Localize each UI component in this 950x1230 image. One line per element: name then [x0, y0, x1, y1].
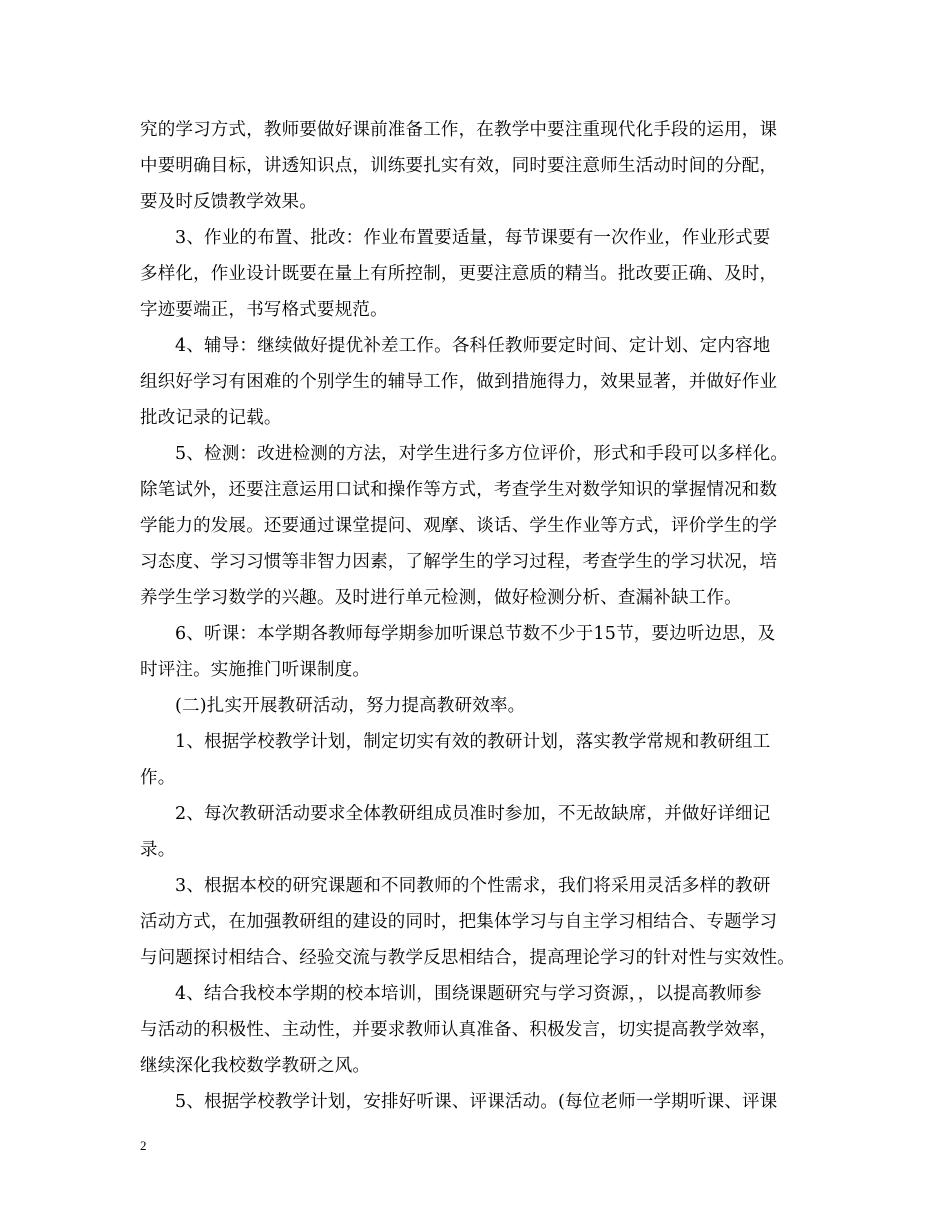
- text-line: 作。: [140, 768, 176, 788]
- text-line: 习态度、学习习惯等非智力因素，了解学生的学习过程，考查学生的学习状况，培: [140, 552, 778, 572]
- text-line: 继续深化我校数学教研之风。: [140, 1056, 371, 1076]
- text-line: 字迹要端正，书写格式要规范。: [140, 300, 388, 320]
- text-line: 与问题探讨相结合、经验交流与教学反思相结合，提高理论学习的针对性与实效性。: [140, 948, 795, 968]
- text-line: 除笔试外，还要注意运用口试和操作等方式，考查学生对数学知识的掌握情况和数: [140, 480, 778, 500]
- text-line: 5、根据学校教学计划，安排好听课、评课活动。(每位老师一学期听课、评课: [175, 1092, 778, 1112]
- text-line: 多样化，作业设计既要在量上有所控制，更要注意质的精当。批改要正确、及时，: [140, 264, 778, 284]
- text-line: 6、听课：本学期各教师每学期参加听课总节数不少于15节，要边听边思，及: [175, 624, 776, 644]
- text-line: 5、检测：改进检测的方法，对学生进行多方位评价，形式和手段可以多样化。: [175, 444, 789, 464]
- text-line: 养学生学习数学的兴趣。及时进行单元检测，做好检测分析、查漏补缺工作。: [140, 588, 742, 608]
- text-line: 批改记录的记载。: [140, 408, 282, 428]
- text-line: 究的学习方式，教师要做好课前准备工作，在教学中要注重现代化手段的运用，课: [140, 120, 778, 140]
- text-line: 2、每次教研活动要求全体教研组成员准时参加，不无故缺席，并做好详细记: [175, 804, 771, 824]
- text-line: 组织好学习有困难的个别学生的辅导工作，做到措施得力，效果显著，并做好作业: [140, 372, 778, 392]
- text-line: 时评注。实施推门听课制度。: [140, 660, 371, 680]
- text-line: 中要明确目标，讲透知识点，训练要扎实有效，同时要注意师生活动时间的分配，: [140, 156, 778, 176]
- text-line: 要及时反馈教学效果。: [140, 192, 317, 212]
- text-line: 1、根据学校教学计划，制定切实有效的教研计划，落实教学常规和教研组工: [175, 732, 771, 752]
- text-line: 3、作业的布置、批改：作业布置要适量，每节课要有一次作业，作业形式要: [175, 228, 771, 248]
- text-line: 4、辅导：继续做好提优补差工作。各科任教师要定时间、定计划、定内容地: [175, 336, 771, 356]
- text-line: 学能力的发展。还要通过课堂提问、观摩、谈话、学生作业等方式，评价学生的学: [140, 516, 778, 536]
- text-line: 活动方式，在加强教研组的建设的同时，把集体学习与自主学习相结合、专题学习: [140, 912, 778, 932]
- text-line: 4、结合我校本学期的校本培训，围绕课题研究与学习资源，，以提高教师参: [175, 984, 762, 1004]
- text-line: 录。: [140, 840, 176, 860]
- page-number: 2: [140, 1138, 147, 1153]
- text-line: 与活动的积极性、主动性，并要求教师认真准备、积极发言，切实提高教学效率，: [140, 1020, 778, 1040]
- text-line: 3、根据本校的研究课题和不同教师的个性需求，我们将采用灵活多样的教研: [175, 876, 771, 896]
- section-heading: (二)扎实开展教研活动，努力提高教研效率。: [175, 696, 526, 716]
